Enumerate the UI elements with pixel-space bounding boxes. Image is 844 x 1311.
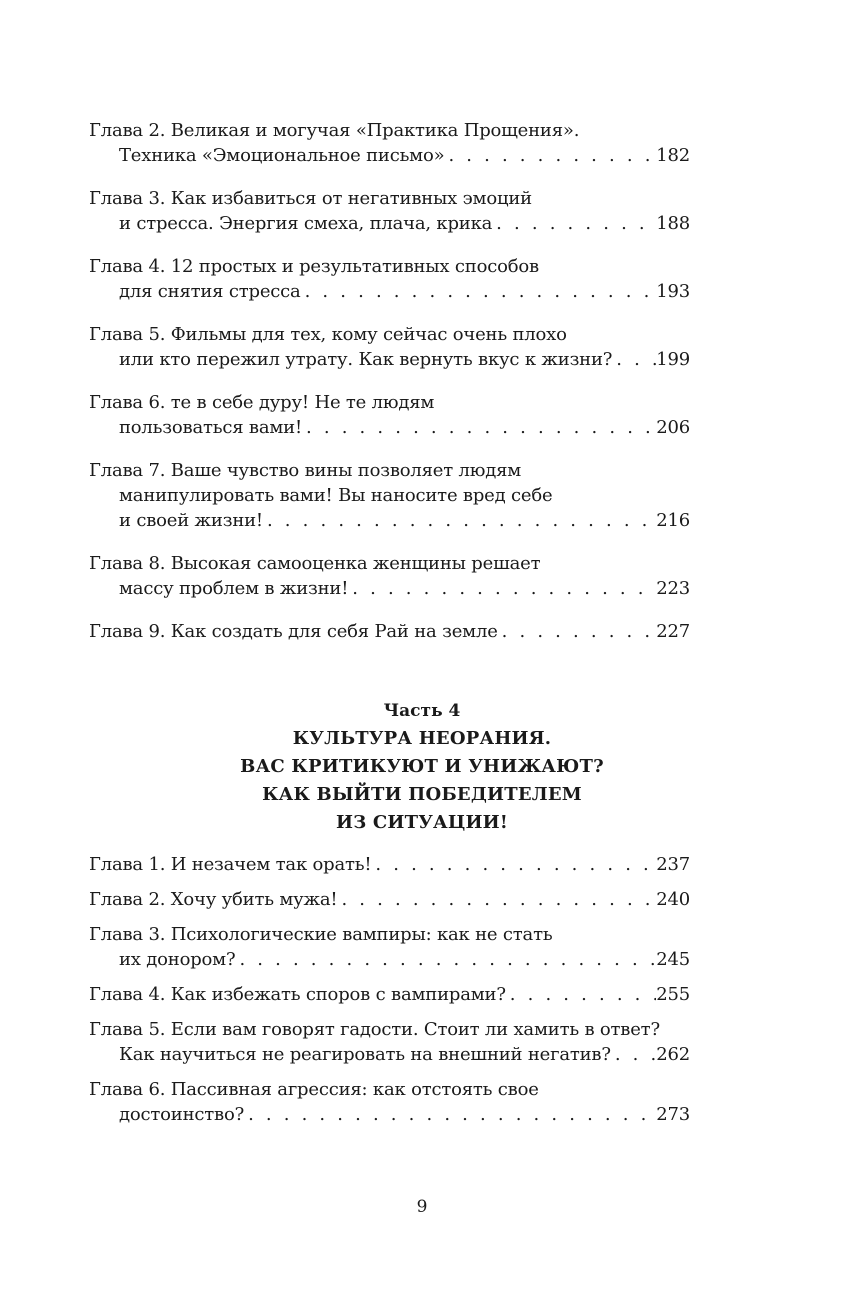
dot-leader	[235, 947, 656, 972]
toc-entry-title: Глава 2. Великая и могучая «Практика Прощения».	[89, 120, 580, 141]
toc-entry-page: 227	[656, 621, 690, 642]
toc-entry-page: 206	[656, 417, 690, 438]
toc-entry-page: 240	[656, 889, 690, 910]
toc-entry-last-line	[89, 508, 690, 533]
toc-entry	[89, 118, 690, 168]
dot-leader	[492, 211, 656, 236]
toc-entry-title: для снятия стресса	[119, 281, 301, 302]
toc-entry-title: Глава 1. И незачем так орать!	[89, 854, 372, 875]
toc-entry-last-line	[89, 143, 690, 168]
toc-entry-last-line	[89, 415, 690, 440]
dot-leader	[263, 508, 656, 533]
toc-entry	[89, 852, 690, 877]
part-title-line: КУЛЬТУРА НЕОРАНИЯ.	[292, 728, 552, 749]
dot-leader	[301, 279, 657, 304]
toc-entry	[89, 619, 690, 644]
toc-list-top	[89, 118, 690, 662]
toc-entry-title: Глава 7. Ваше чувство вины позволяет людям	[89, 460, 522, 481]
toc-entry-page: 216	[656, 510, 690, 531]
toc-entry	[89, 1017, 690, 1067]
dot-leader	[611, 1042, 656, 1067]
toc-entry	[89, 1077, 690, 1127]
toc-entry	[89, 458, 690, 533]
dot-leader	[244, 1102, 656, 1127]
toc-entry-title: Глава 3. Как избавиться от негативных эмоций	[89, 188, 532, 209]
toc-entry	[89, 390, 690, 440]
toc-entry	[89, 887, 690, 912]
toc-entry-title: и стресса. Энергия смеха, плача, крика	[119, 213, 493, 234]
toc-entry-page: 237	[656, 854, 690, 875]
toc-entry-last-line	[89, 1042, 690, 1067]
toc-entry-last-line	[89, 279, 690, 304]
toc-entry	[89, 922, 690, 972]
part-heading	[0, 697, 844, 837]
toc-entry-title: или кто пережил утрату. Как вернуть вкус к жизни?	[119, 349, 613, 370]
toc-entry-title: Глава 6. те в себе дуру! Не те людям	[89, 392, 435, 413]
toc-entry-title: Глава 9. Как создать для себя Рай на земле	[89, 621, 498, 642]
toc-entry-title: их донором?	[119, 949, 236, 970]
toc-entry-page: 182	[656, 145, 690, 166]
toc-entry-title: и своей жизни!	[119, 510, 263, 531]
toc-entry-last-line	[89, 576, 690, 601]
dot-leader	[348, 576, 656, 601]
dot-leader	[498, 619, 657, 644]
toc-entry-last-line	[89, 1102, 690, 1127]
toc-entry-last-line	[89, 619, 690, 644]
toc-entry	[89, 322, 690, 372]
toc-entry-page: 255	[656, 984, 690, 1005]
part-title-line: ИЗ СИТУАЦИИ!	[336, 812, 508, 833]
toc-entry-last-line	[89, 887, 690, 912]
dot-leader	[302, 415, 656, 440]
toc-entry-title: Глава 3. Психологические вампиры: как не стать	[89, 924, 553, 945]
toc-entry-title: Глава 2. Хочу убить мужа!	[89, 889, 338, 910]
toc-entry-title: Техника «Эмоциональное письмо»	[119, 145, 445, 166]
page-number: 9	[416, 1197, 428, 1217]
toc-entry	[89, 982, 690, 1007]
toc-entry-title: Глава 4. Как избежать споров с вампирами?	[89, 984, 506, 1005]
part-title-line: КАК ВЫЙТИ ПОБЕДИТЕЛЕМ	[262, 784, 582, 805]
toc-entry-title: Глава 6. Пассивная агрессия: как отстоять свое	[89, 1079, 539, 1100]
toc-entry-last-line	[89, 947, 690, 972]
dot-leader	[612, 347, 656, 372]
toc-entry	[89, 186, 690, 236]
part-label: Часть 4	[383, 701, 461, 721]
toc-entry-title: Глава 8. Высокая самооценка женщины решает	[89, 553, 541, 574]
toc-entry-page: 193	[656, 281, 690, 302]
toc-entry-last-line	[89, 852, 690, 877]
toc-entry-title: Глава 5. Фильмы для тех, кому сейчас очень плохо	[89, 324, 567, 345]
toc-entry-title: Глава 5. Если вам говорят гадости. Стоит ли хамить в ответ?	[89, 1019, 660, 1040]
toc-entry-title: манипулировать вами! Вы наносите вред себе	[119, 485, 553, 506]
dot-leader	[371, 852, 656, 877]
toc-entry-title: массу проблем в жизни!	[119, 578, 349, 599]
toc-entry-page: 199	[656, 349, 690, 370]
toc-entry-last-line	[89, 347, 690, 372]
dot-leader	[444, 143, 656, 168]
toc-entry-page: 245	[656, 949, 690, 970]
dot-leader	[337, 887, 656, 912]
toc-entry-page: 223	[656, 578, 690, 599]
toc-entry-title: достоинство?	[119, 1104, 245, 1125]
toc-entry-page: 262	[656, 1044, 690, 1065]
dot-leader	[506, 982, 656, 1007]
toc-entry	[89, 254, 690, 304]
toc-entry-title: Глава 4. 12 простых и результативных способов	[89, 256, 539, 277]
toc-entry-title: Как научиться не реагировать на внешний негатив?	[119, 1044, 611, 1065]
toc-entry-last-line	[89, 211, 690, 236]
toc-entry-title: пользоваться вами!	[119, 417, 303, 438]
toc-entry-last-line	[89, 982, 690, 1007]
toc-entry	[89, 551, 690, 601]
toc-list-bottom	[89, 852, 690, 1137]
part-title-line: ВАС КРИТИКУЮТ И УНИЖАЮТ?	[240, 756, 604, 777]
toc-entry-page: 273	[656, 1104, 690, 1125]
toc-entry-page: 188	[656, 213, 690, 234]
